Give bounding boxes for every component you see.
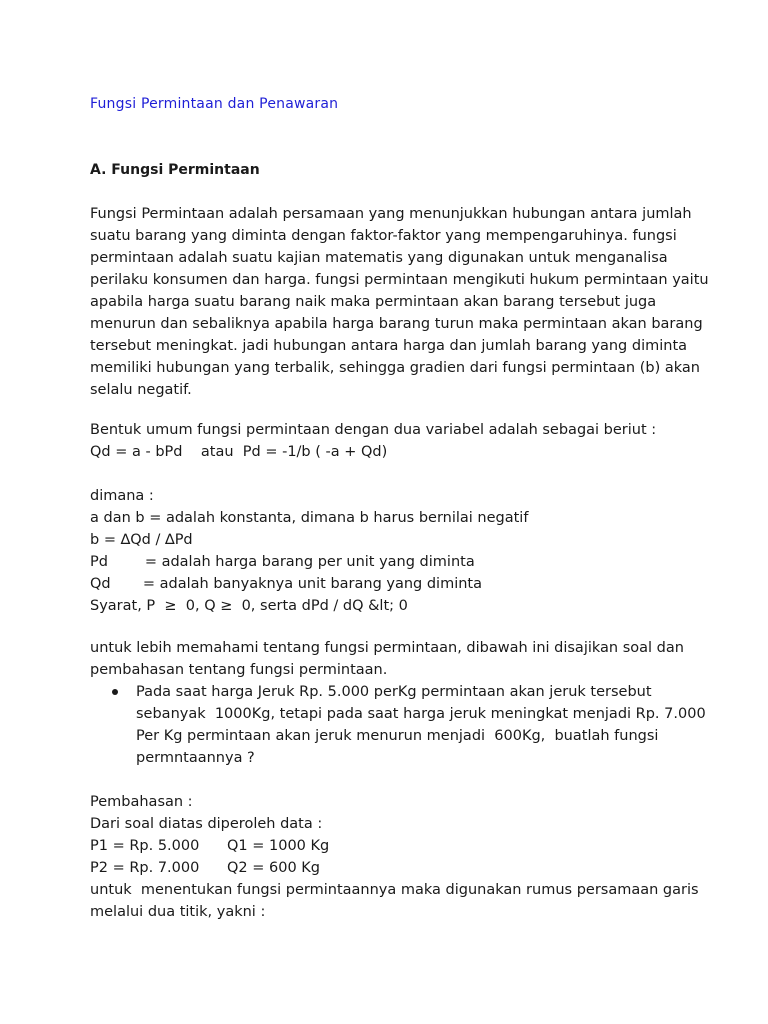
bullet-line: Per Kg permintaan akan jeruk menurun menjadi 600Kg, buatlah fungsi bbox=[136, 728, 659, 744]
paragraph-line: perilaku konsumen dan harga. fungsi permintaan mengikuti hukum permintaan yaitu bbox=[90, 272, 709, 288]
bullet-line: Pada saat harga Jeruk Rp. 5.000 perKg permintaan akan jeruk tersebut bbox=[136, 684, 652, 700]
section-heading: A. Fungsi Permintaan bbox=[90, 162, 260, 178]
paragraph-line: suatu barang yang diminta dengan faktor-faktor yang mempengaruhinya. fungsi bbox=[90, 228, 677, 244]
paragraph-line: tersebut meningkat. jadi hubungan antara harga dan jumlah barang yang diminta bbox=[90, 338, 688, 354]
bullet-line: sebanyak 1000Kg, tetapi pada saat harga jeruk meningkat menjadi Rp. 7.000 bbox=[136, 706, 706, 722]
paragraph-line: permintaan adalah suatu kajian matematis yang digunakan untuk menganalisa bbox=[90, 250, 668, 266]
solution-line: untuk menentukan fungsi permintaannya maka digunakan rumus persamaan garis bbox=[90, 882, 699, 898]
definition-line: Qd = adalah banyaknya unit barang yang diminta bbox=[90, 576, 482, 592]
paragraph-line: selalu negatif. bbox=[90, 382, 192, 398]
general-form-intro: Bentuk umum fungsi permintaan dengan dua variabel adalah sebagai beriut : bbox=[90, 422, 657, 438]
solution-line: Dari soal diatas diperoleh data : bbox=[90, 816, 323, 832]
solution-line: Pembahasan : bbox=[90, 794, 193, 810]
general-form-equation: Qd = a - bPd atau Pd = -1/b ( -a + Qd) bbox=[90, 444, 388, 460]
problem-intro-line: untuk lebih memahami tentang fungsi permintaan, dibawah ini disajikan soal dan bbox=[90, 640, 684, 656]
solution-line: melalui dua titik, yakni : bbox=[90, 904, 266, 920]
definition-line: dimana : bbox=[90, 488, 154, 504]
paragraph-line: apabila harga suatu barang naik maka permintaan akan barang tersebut juga bbox=[90, 294, 657, 310]
bullet-icon bbox=[112, 689, 118, 695]
paragraph-line: memiliki hubungan yang terbalik, sehingga gradien dari fungsi permintaan (b) akan bbox=[90, 360, 700, 376]
solution-line: P1 = Rp. 5.000 Q1 = 1000 Kg bbox=[90, 838, 330, 854]
solution-line: P2 = Rp. 7.000 Q2 = 600 Kg bbox=[90, 860, 321, 876]
definition-line: Syarat, P ≥ 0, Q ≥ 0, serta dPd / dQ &lt; 0 bbox=[90, 598, 408, 614]
document-title: Fungsi Permintaan dan Penawaran bbox=[90, 96, 339, 112]
paragraph-line: Fungsi Permintaan adalah persamaan yang menunjukkan hubungan antara jumlah bbox=[90, 206, 692, 222]
definition-line: Pd = adalah harga barang per unit yang diminta bbox=[90, 554, 475, 570]
problem-intro-line: pembahasan tentang fungsi permintaan. bbox=[90, 662, 388, 678]
definition-line: a dan b = adalah konstanta, dimana b harus bernilai negatif bbox=[90, 510, 529, 526]
definition-line: b = ∆Qd / ∆Pd bbox=[90, 532, 193, 548]
paragraph-line: menurun dan sebaliknya apabila harga barang turun maka permintaan akan barang bbox=[90, 316, 703, 332]
bullet-line: permntaannya ? bbox=[136, 750, 255, 766]
